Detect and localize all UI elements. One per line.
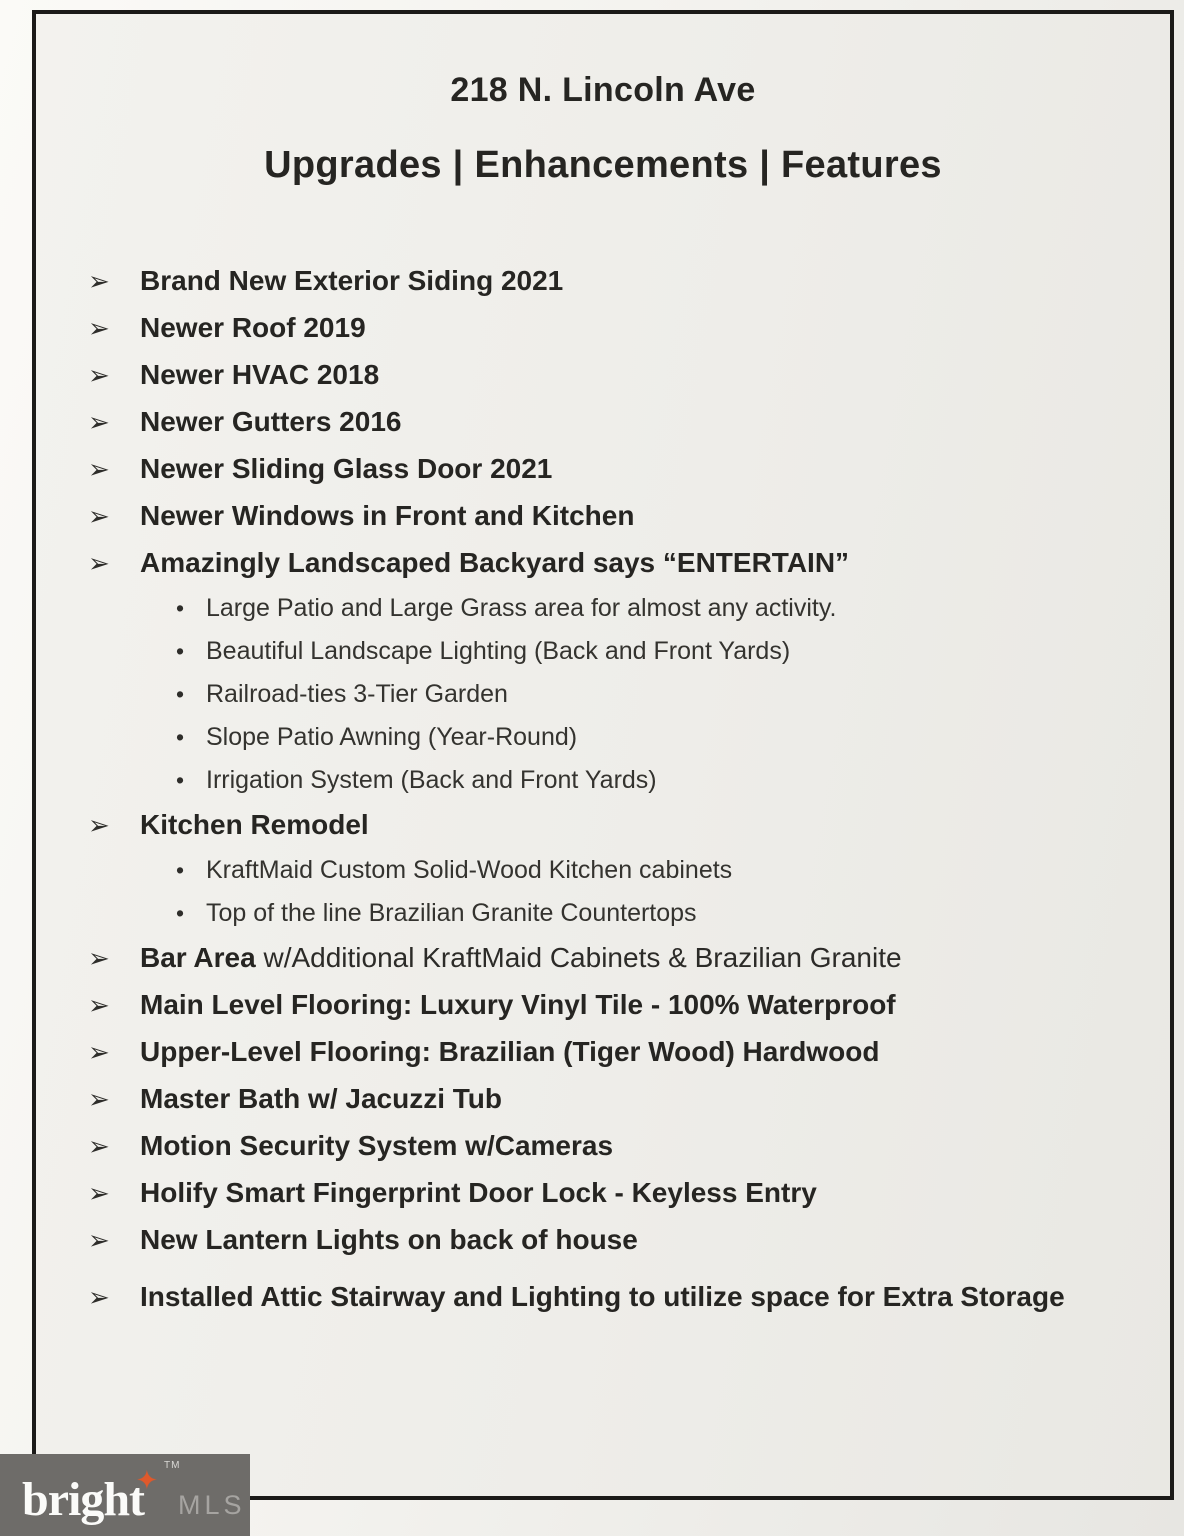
arrow-bullet-icon: ➢ — [88, 810, 110, 840]
feature-item — [88, 1082, 1100, 1116]
feature-item — [88, 546, 1100, 580]
feature-text — [140, 1270, 1065, 1324]
mls-logo-text: MLS — [178, 1490, 246, 1520]
feature-text — [140, 311, 366, 345]
feature-label: Motion Security System w/Cameras — [140, 1130, 614, 1161]
feature-text — [140, 452, 552, 486]
feature-text — [140, 1035, 879, 1069]
feature-label: Upper-Level Flooring: Brazilian (Tiger Wood) Hardwood — [140, 1036, 880, 1067]
feature-sublabel: Beautiful Landscape Lighting (Back and Front Yards) — [206, 637, 791, 665]
feature-label: Brand New Exterior Siding 2021 — [140, 265, 564, 296]
feature-item — [88, 452, 1100, 486]
feature-sublabel: KraftMaid Custom Solid-Wood Kitchen cabinets — [206, 856, 733, 884]
feature-item — [88, 405, 1100, 439]
arrow-bullet-icon: ➢ — [88, 1282, 110, 1312]
feature-text — [140, 808, 369, 842]
feature-text — [140, 1129, 613, 1163]
feature-text — [140, 358, 379, 392]
feature-label: Main Level Flooring: Luxury Vinyl Tile - 100% Waterproof — [140, 989, 896, 1020]
arrow-bullet-icon: ➢ — [88, 501, 110, 531]
feature-item — [88, 358, 1100, 392]
arrow-bullet-icon: ➢ — [88, 1084, 110, 1114]
feature-item — [88, 808, 1100, 842]
star-sparkle-icon: ✦ — [136, 1465, 158, 1495]
dot-bullet-icon: • — [176, 681, 185, 707]
feature-subitem — [176, 898, 1100, 928]
feature-item — [88, 1129, 1100, 1163]
dot-bullet-icon: • — [176, 595, 185, 621]
arrow-bullet-icon: ➢ — [88, 1131, 110, 1161]
features-list — [36, 264, 1170, 1324]
feature-label: Newer Windows in Front and Kitchen — [140, 500, 635, 531]
feature-text — [140, 546, 849, 580]
dot-bullet-icon: • — [176, 857, 185, 883]
feature-subitem — [176, 636, 1100, 666]
arrow-bullet-icon: ➢ — [88, 1178, 110, 1208]
dot-bullet-icon: • — [176, 638, 185, 664]
feature-subitem — [176, 765, 1100, 795]
feature-detail: w/Additional KraftMaid Cabinets & Brazilian Granite — [255, 942, 902, 973]
feature-label: Newer Roof 2019 — [140, 312, 366, 343]
feature-label: Newer Gutters 2016 — [140, 406, 402, 437]
feature-item — [88, 1176, 1100, 1210]
feature-subitem — [176, 722, 1100, 752]
page-title: 218 N. Lincoln Ave — [450, 71, 756, 109]
feature-sublabel: Top of the line Brazilian Granite Countertops — [206, 899, 697, 927]
arrow-bullet-icon: ➢ — [88, 548, 110, 578]
brightmls-watermark — [0, 1454, 250, 1536]
trademark-symbol: TM — [164, 1460, 181, 1471]
feature-label: Installed Attic Stairway and Lighting to utilize space for Extra Storage — [140, 1281, 1065, 1312]
feature-item — [88, 499, 1100, 533]
dot-bullet-icon: • — [176, 767, 185, 793]
feature-item — [88, 1270, 1100, 1324]
arrow-bullet-icon: ➢ — [88, 1225, 110, 1255]
feature-label: Bar Area — [140, 942, 256, 973]
feature-label: Newer Sliding Glass Door 2021 — [140, 453, 553, 484]
feature-item — [88, 311, 1100, 345]
arrow-bullet-icon: ➢ — [88, 943, 110, 973]
feature-text — [140, 405, 401, 439]
feature-text — [140, 941, 902, 975]
brightmls-logo-text: bright — [22, 1473, 145, 1526]
feature-text — [140, 988, 896, 1022]
feature-item — [88, 941, 1100, 975]
feature-label: Master Bath w/ Jacuzzi Tub — [140, 1083, 502, 1114]
arrow-bullet-icon: ➢ — [88, 266, 110, 296]
feature-label: Amazingly Landscaped Backyard says “ENTERTAIN” — [140, 547, 850, 578]
arrow-bullet-icon: ➢ — [88, 1037, 110, 1067]
feature-text — [140, 264, 563, 298]
feature-item — [88, 1223, 1100, 1257]
feature-item — [88, 988, 1100, 1022]
feature-label: Newer HVAC 2018 — [140, 359, 380, 390]
feature-subitem — [176, 679, 1100, 709]
page-subtitle: Upgrades | Enhancements | Features — [264, 144, 942, 186]
arrow-bullet-icon: ➢ — [88, 407, 110, 437]
feature-subitem — [176, 593, 1100, 623]
feature-text — [140, 1223, 638, 1257]
feature-item — [88, 264, 1100, 298]
feature-text — [140, 1082, 502, 1116]
feature-text — [140, 499, 634, 533]
feature-sublabel: Large Patio and Large Grass area for almost any activity. — [206, 594, 837, 622]
page-frame — [32, 10, 1174, 1500]
feature-sublabel: Slope Patio Awning (Year-Round) — [206, 723, 578, 751]
feature-subitem — [176, 855, 1100, 885]
feature-text — [140, 1176, 817, 1210]
arrow-bullet-icon: ➢ — [88, 454, 110, 484]
dot-bullet-icon: • — [176, 724, 185, 750]
feature-label: Kitchen Remodel — [140, 809, 369, 840]
arrow-bullet-icon: ➢ — [88, 990, 110, 1020]
feature-label: Holify Smart Fingerprint Door Lock - Keyless Entry — [140, 1177, 817, 1208]
dot-bullet-icon: • — [176, 900, 185, 926]
feature-sublabel: Irrigation System (Back and Front Yards) — [206, 766, 657, 794]
feature-label: New Lantern Lights on back of house — [140, 1224, 638, 1255]
feature-item — [88, 1035, 1100, 1069]
arrow-bullet-icon: ➢ — [88, 360, 110, 390]
arrow-bullet-icon: ➢ — [88, 313, 110, 343]
feature-sublabel: Railroad-ties 3-Tier Garden — [206, 680, 508, 708]
